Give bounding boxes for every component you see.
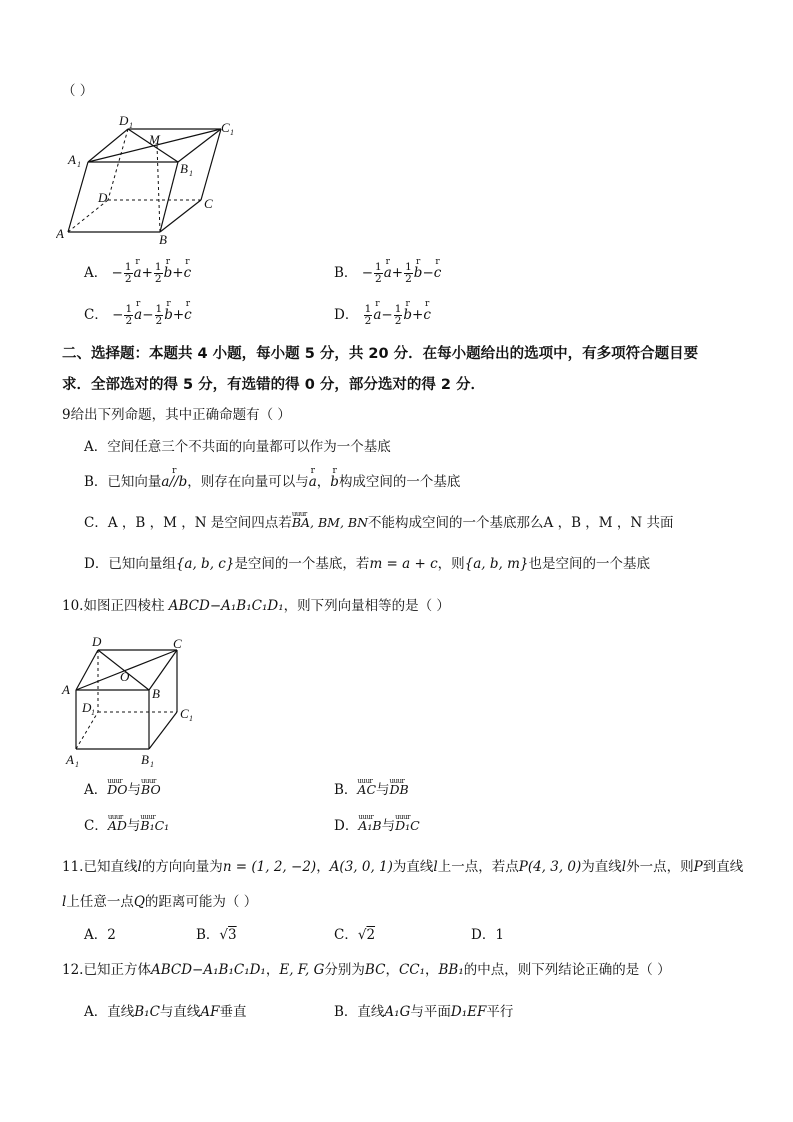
label-A1-sub: 1 (77, 160, 81, 169)
sqrt-icon: √ (357, 927, 367, 943)
label-A: A (62, 682, 70, 697)
label-C: C (173, 636, 182, 651)
label-B: B (159, 232, 167, 247)
q8-option-C[interactable]: C． − $\frac{1}{2}$ r a− $\frac{1}{2}$ r b+r c (84, 304, 192, 327)
q12-option-B[interactable]: B．直线A₁G与平面D₁EF平行 (334, 1004, 514, 1020)
q11-option-A[interactable]: A．2 (84, 927, 116, 943)
label-C1: C (180, 706, 189, 721)
q11-option-B[interactable]: B．√3 (196, 927, 237, 943)
q10-option-A[interactable]: A．uuur DO与uuur BO (84, 781, 161, 799)
q8-option-B[interactable]: B． − $\frac{1}{2}$ r a+ $\frac{1}{2}$ r b−r c (334, 262, 441, 285)
q10-option-D[interactable]: D．uuur A₁B与uuur D₁C (334, 817, 420, 835)
q10-option-B[interactable]: B．uuur AC与uuur DB (334, 781, 409, 799)
label-D1-sub: 1 (91, 708, 95, 717)
label-B1: B (180, 161, 188, 176)
label-A: A (56, 226, 64, 241)
question8-paren: （ ） (62, 83, 94, 99)
q9-option-B[interactable]: B．已知向量r a//b，则存在向量可以与r a，r b构成空间的一个基底 (84, 473, 460, 491)
label-D1: D (82, 700, 92, 715)
q11-stem-line1: 11.已知直线l的方向向量为n = (1, 2, −2)，A(3, 0, 1)为直线l上一点，若点P(4, 3, 0)为直线l外一点，则P到直线 (62, 859, 744, 875)
label-D1-sub: 1 (129, 121, 133, 130)
label-B: B (152, 686, 160, 701)
q9-option-A[interactable]: A．空间任意三个不共面的向量都可以作为一个基底 (84, 439, 391, 455)
label-D: D (92, 634, 102, 649)
q12-option-A[interactable]: A．直线B₁C与直线AF垂直 (84, 1004, 247, 1020)
label-A1-sub: 1 (75, 760, 79, 769)
parallelepiped-figure (56, 112, 256, 252)
q10-option-C[interactable]: C．uuur AD与uuur B₁C₁ (84, 817, 169, 835)
q9-stem: 9给出下列命题，其中正确命题有（ ） (62, 407, 291, 423)
q12-stem: 12.已知正方体ABCD−A₁B₁C₁D₁，E, F, G分别为BC，CC₁，BB₁的中点，则下列结论正确的是（ ） (62, 962, 671, 978)
q9-option-D[interactable]: D．已知向量组{a, b, c}是空间的一个基底，若m = a + c，则{a, b, m}也是空间的一个基底 (84, 556, 650, 572)
section2-heading-line1: 二、选择题：本题共 4 小题，每小题 5 分，共 20 分．在每小题给出的选项中，有多项符合题目要 (62, 346, 699, 362)
section2-heading-line2: 求．全部选对的得 5 分，有选错的得 0 分，部分选对的得 2 分． (62, 377, 486, 393)
q8-option-D[interactable]: D． $\frac{1}{2}$ r a− $\frac{1}{2}$ r b+r c (334, 304, 431, 327)
label-B1-sub: 1 (150, 760, 154, 769)
q9-option-C[interactable]: C．A ，B ，M ，N 是空间四点若uuur BA, BM, BN不能构成空间的一个基底那么A ，B ，M ，N 共面 (84, 514, 674, 532)
q11-option-D[interactable]: D．1 (471, 927, 504, 943)
q8-option-A[interactable]: A． − $\frac{1}{2}$ r a+ $\frac{1}{2}$ r b+r c (84, 262, 191, 285)
q10-stem: 10.如图正四棱柱 ABCD−A₁B₁C₁D₁，则下列向量相等的是（ ） (62, 598, 450, 614)
label-C1-sub: 1 (230, 128, 234, 137)
label-A1: A (68, 152, 76, 167)
prism-figure (60, 632, 210, 772)
label-D1: D (119, 113, 129, 128)
sqrt-icon: √ (219, 927, 229, 943)
label-D: D (98, 190, 108, 205)
label-C: C (204, 196, 213, 211)
label-A1: A (66, 752, 74, 767)
q11-option-C[interactable]: C．√2 (334, 927, 376, 943)
label-B1: B (141, 752, 149, 767)
label-O: O (120, 669, 130, 684)
label-C1: C (221, 120, 230, 135)
label-B1-sub: 1 (189, 169, 193, 178)
label-M: M (149, 132, 160, 147)
q11-stem-line2: l上任意一点Q的距离可能为（ ） (62, 894, 258, 910)
label-C1-sub: 1 (189, 714, 193, 723)
